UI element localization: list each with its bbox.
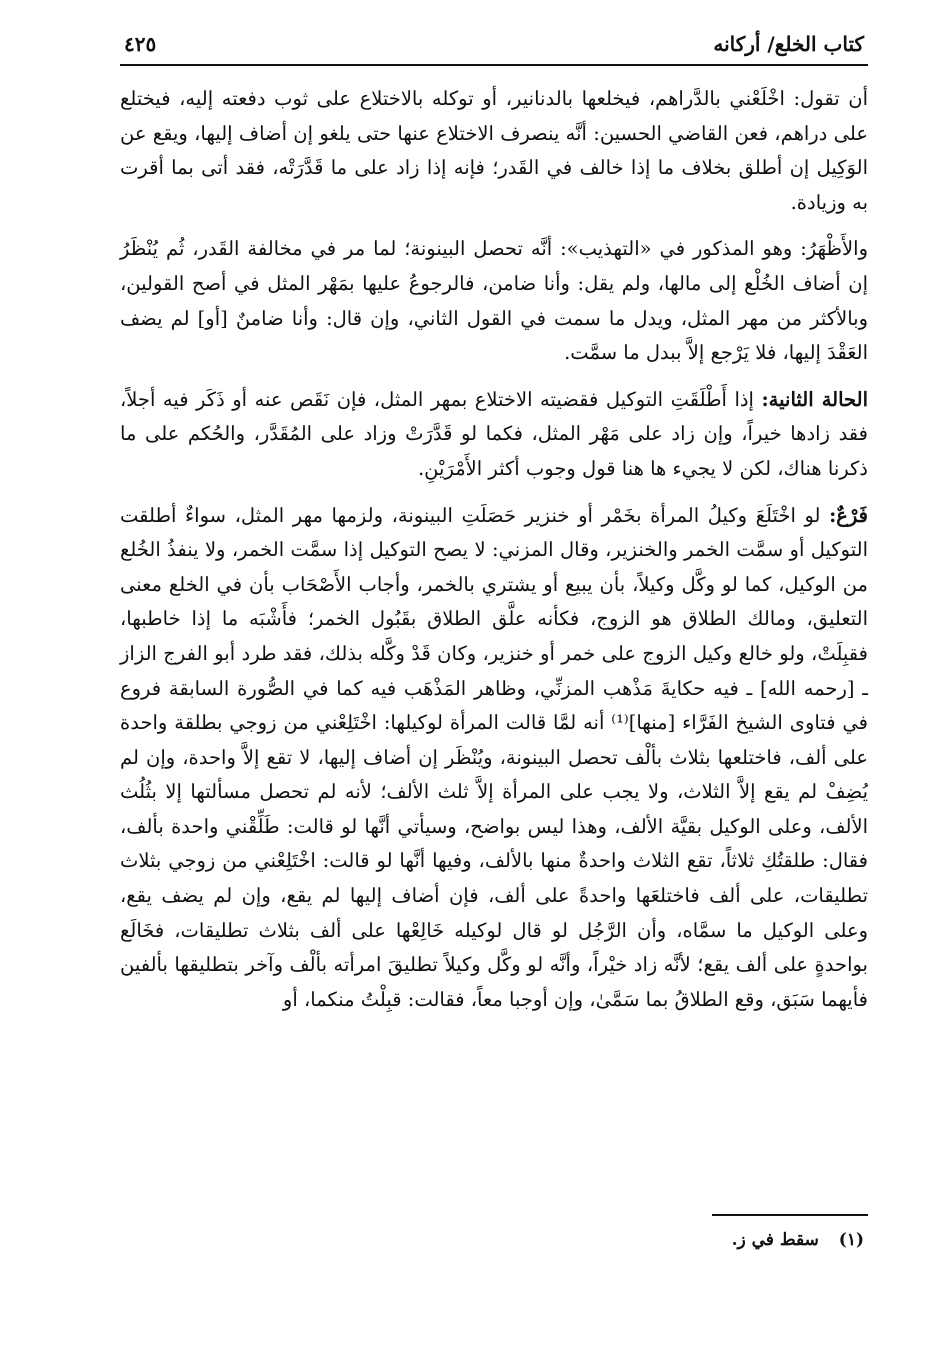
footnote — [732, 1230, 864, 1250]
paragraph-text: أن تقول: اخْلَعْني بالدَّراهم، فيخلعها بالدنانير، أو توكله بالاختلاع على ثوب دفعته إليه، فيختلع على دراهم، فعن القاضي الحسين: أنَّه ينصرف الاختلاع عنها حتى يلغو إن أضاف إليها، ويقع عن الوَكِيل إن أطلق بخلاف ما إذا خالف في القَدر؛ فإنه إذا زاد على ما قَدَّرَتْه، فقد أتى بما أقرت به وزيادة. — [120, 87, 868, 214]
footnote-text: سقط في ز. — [731, 1230, 819, 1250]
paragraph-text: لو اخْتَلَعَ وكيلُ المرأة بخَمْر أو خنزير حَصَلَتِ البينونة، ولزمها مهر المثل، سواءٌ أطلقت التوكيل أو سمَّت الخمر والخنزير، وقال المزني: لا يصح التوكيل إذا سمَّت الخمر، ولا ينفذُ الخُلع من الوكيل، كما لو وكَّل وكيلاً، بأن يبيع أو يشتري بالخمر، وأجاب الأَصْحَاب بأن في الخلع معنى التعليق، ومالك الطلاق هو الزوج، فكأنه علَّق الطلاق بقَبُول الخمر؛ فأَشْبَه ما إذا خاطبها، فقبِلَتْ، ولو خالع وكيل الزوج على خمر أو خنزير، وكان قَدْ وكَّله بذلك، فقد طرد أبو الفرج الزاز ـ [رحمه الله] ـ فيه حكايةَ مَذْهب المزنِّي، وظاهر المَذْهَب فيه كما في الصُّورة السابقة فروع في فتاوى الشيخ الفَرَّاء [منها]⁽¹⁾ أنه لمَّا قالت المرأة لوكيلها: اخْتَلِعْني من زوجي بطلقة واحدة على ألف، فاختلعها بثلاث بألْف تحصل البينونة، ويُنْظَر إن أضاف إليها، لا تقع إلاَّ واحدة، وإن لم يُضِفْ لم يقع إلاَّ الثلاث، ولا يجب على المرأة إلاَّ ثلث الألف؛ لأنه لم تحصل مسألتها إلا بثُلُث الألف، وعلى الوكيل بقيَّة الألف، وهذا ليس بواضح، وسيأتي أنَّها لو قالت: طَلِّقْني واحدة بألف، فقال: طلقتُكِ ثلاثاً، تقع الثلاث واحدةٌ منها بالألف، وفيها أنَّها لو قالت: اخْتَلِعْني من زوجي بثلاث تطليقات، على ألف فاختلعَها واحدةً على ألف، فإن أضاف إليها لم يقع، وإن لم يضف يقع، وعلى الوكيل ما سمَّاه، وأن الرَّجُل لو قال لوكيله خَالِعْها على ألف بثلاث تطليقات، فخَالَع بواحدةٍ على ألف يقع؛ لأنَّه زاد خيْراً، وأنَّه لو وكَّل وكيلاً تطليقَ امرأته بألْف وآخر بتطليقها بألفين فأيهما سَبَق، وقع الطلاقُ بما سَمَّىٰ، وإن أوجبا معاً، فقالت: قبِلْتُ منكما، أو — [120, 503, 868, 1011]
paragraph-heading: الحالة الثانية: — [761, 387, 868, 411]
chapter-title: كتاب الخلع/ أركانه — [713, 32, 864, 56]
footnote-number: (١) — [838, 1230, 864, 1250]
main-text — [120, 82, 868, 1017]
paragraph-text: إذا أَطْلَقَتِ التوكيل فقضيته الاختلاع بمهر المثل، فإن نَقَص عنه أو ذَكَر فيه أجلاً، فقد زادها خيراً، وإن زاد على مَهْر المثل، فكما لو قَدَّرَتْ وزاد على المُقَدَّر، والحُكم على ما ذكرنا هناك، لكن لا يجيء ها هنا قول وجوب أكثر الأَمْرَيْنِ. — [120, 387, 868, 480]
paragraph-heading: فَرْعٌ: — [829, 503, 868, 527]
page-number: ٤٢٥ — [124, 32, 157, 56]
document-page — [120, 32, 868, 1250]
paragraph — [120, 82, 868, 220]
paragraph — [120, 499, 868, 1018]
paragraph-text: والأَظْهَرُ: وهو المذكور في «التهذيب»: أنَّه تحصل البينونة؛ لما مر في مخالفة القَدر، ثُم يُنْظَرُ إن أضاف الخُلْع إلى مالها، ولم يقل: وأنا ضامن، فالرجوعُ عليها بمَهْر المثل في أصح القولين، وبالأكثر من مهر المثل، ويدل ما سمت في القول الثاني، وإن قال: وأنا ضامنٌ [أو] لم يضف العَقْدَ إليها، فلا يَرْجع إلاَّ ببدل ما سمَّت. — [120, 237, 868, 365]
paragraph — [120, 232, 868, 370]
footnote-separator — [712, 1214, 868, 1216]
paragraph — [120, 383, 868, 487]
running-header — [120, 32, 868, 66]
